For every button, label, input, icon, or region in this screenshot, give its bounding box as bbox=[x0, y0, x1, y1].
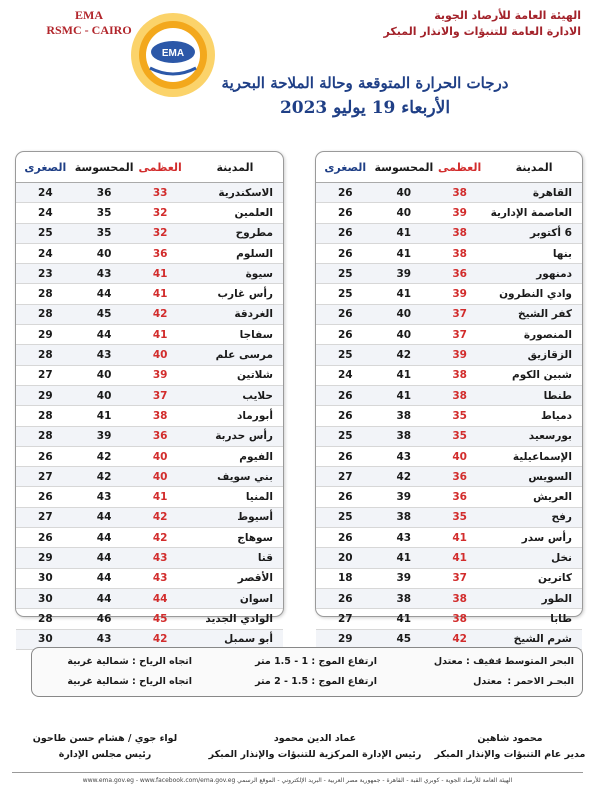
city-name: مرسى علم bbox=[215, 349, 273, 362]
min-value: 24 bbox=[38, 206, 53, 219]
feel-value: 41 bbox=[396, 288, 412, 301]
col-min: الصغرى bbox=[24, 160, 67, 174]
city-name: العلمين bbox=[234, 206, 273, 219]
feel-value: 44 bbox=[96, 592, 112, 605]
max-value: 42 bbox=[452, 633, 467, 646]
feel-value: 45 bbox=[396, 633, 412, 646]
min-value: 27 bbox=[337, 612, 353, 625]
max-value: 41 bbox=[152, 491, 168, 504]
signature-middle bbox=[200, 731, 430, 763]
city-name: سفاجا bbox=[239, 328, 273, 341]
col-feel: المحسوسة bbox=[74, 160, 134, 174]
max-value: 39 bbox=[452, 349, 467, 362]
table-row bbox=[316, 609, 582, 629]
city-name: نخل bbox=[551, 551, 572, 564]
max-value: 37 bbox=[452, 308, 467, 321]
city-name: سوهاج bbox=[237, 531, 273, 544]
col-max: العظمى bbox=[138, 160, 182, 174]
city-name: الفيوم bbox=[239, 450, 273, 463]
feel-value: 40 bbox=[96, 369, 112, 382]
min-value: 28 bbox=[38, 430, 53, 443]
feel-value: 44 bbox=[96, 551, 112, 564]
feel-value: 41 bbox=[396, 389, 412, 402]
feel-value: 45 bbox=[96, 308, 112, 321]
max-value: 42 bbox=[152, 531, 168, 544]
city-name: القاهرة bbox=[532, 186, 572, 199]
city-name: حلايب bbox=[242, 389, 273, 402]
feel-value: 38 bbox=[396, 409, 412, 422]
feel-value: 43 bbox=[96, 267, 112, 280]
col-feel: المحسوسة bbox=[374, 160, 434, 174]
min-value: 26 bbox=[337, 491, 353, 504]
table-row bbox=[316, 366, 582, 386]
feel-value: 38 bbox=[396, 592, 412, 605]
city-name: بورسعيد bbox=[528, 430, 572, 443]
max-value: 42 bbox=[152, 308, 168, 321]
feel-value: 44 bbox=[96, 572, 112, 585]
city-name: دمنهور bbox=[536, 267, 572, 280]
feel-value: 39 bbox=[396, 572, 412, 585]
max-value: 38 bbox=[452, 247, 467, 260]
col-city: المدينة bbox=[515, 160, 553, 174]
min-value: 27 bbox=[38, 470, 53, 483]
footer-divider bbox=[12, 772, 583, 773]
city-name: رفح bbox=[551, 511, 572, 524]
city-name: أبو سمبل bbox=[224, 633, 273, 646]
table-row bbox=[16, 467, 283, 487]
red-wave: ارتفاع الموج : 1.5 - 2 متر bbox=[255, 676, 377, 687]
org-en-line2: RSMC - CAIRO bbox=[46, 23, 132, 37]
feel-value: 41 bbox=[396, 612, 412, 625]
max-value: 44 bbox=[152, 592, 168, 605]
max-value: 37 bbox=[452, 328, 467, 341]
min-value: 29 bbox=[38, 328, 53, 341]
max-value: 38 bbox=[452, 389, 467, 402]
city-name: كفر الشيخ bbox=[518, 308, 572, 321]
min-value: 28 bbox=[38, 308, 53, 321]
table-row bbox=[16, 508, 283, 528]
med-sea-row bbox=[32, 656, 582, 674]
min-value: 29 bbox=[38, 389, 53, 402]
red-wind: اتجاه الرياح : شمالية غربية bbox=[67, 676, 192, 687]
min-value: 24 bbox=[337, 369, 353, 382]
max-value: 38 bbox=[452, 186, 467, 199]
min-value: 26 bbox=[38, 531, 53, 544]
max-value: 41 bbox=[152, 267, 168, 280]
max-value: 38 bbox=[452, 612, 467, 625]
red-label: البحـر الاحمر : bbox=[507, 676, 574, 687]
table-row bbox=[16, 264, 283, 284]
org-ar-line1: الهيئة العامة للأرصاد الجوية bbox=[434, 9, 581, 22]
table-row bbox=[316, 427, 582, 447]
org-ar-line2: الادارة العامة للتنبؤات والانذار المبكر bbox=[383, 25, 581, 38]
table-row bbox=[16, 427, 283, 447]
min-value: 28 bbox=[38, 349, 53, 362]
table-header bbox=[316, 152, 582, 183]
table-row bbox=[16, 224, 283, 244]
table-row bbox=[16, 386, 283, 406]
city-name: شرم الشيخ bbox=[513, 633, 572, 646]
min-value: 30 bbox=[38, 572, 53, 585]
table-row bbox=[16, 244, 283, 264]
city-name: رأس غارب bbox=[217, 288, 273, 301]
table-row bbox=[316, 183, 582, 203]
min-value: 25 bbox=[337, 430, 353, 443]
table-row bbox=[16, 528, 283, 548]
feel-value: 40 bbox=[96, 389, 112, 402]
min-value: 26 bbox=[337, 409, 353, 422]
max-value: 36 bbox=[452, 470, 467, 483]
table-row bbox=[16, 183, 283, 203]
city-name: العريش bbox=[533, 491, 572, 504]
city-name: المنصورة bbox=[523, 328, 572, 341]
feel-value: 41 bbox=[396, 227, 412, 240]
table-row bbox=[316, 569, 582, 589]
table-row bbox=[316, 264, 582, 284]
min-value: 29 bbox=[38, 551, 53, 564]
max-value: 40 bbox=[152, 450, 168, 463]
footer-contact: الهيئة العامة للأرصاد الجوية - كوبري القبة - القاهرة - جمهورية مصر العربية - البريد الإلكتروني - الموقع الرسمي www.ema.gov.eg - www.facebook.com/ema.gov.eg bbox=[82, 777, 513, 784]
doc-date: الأربعاء 19 يوليو 2023 bbox=[279, 98, 451, 118]
max-value: 45 bbox=[152, 612, 168, 625]
feel-value: 40 bbox=[396, 308, 412, 321]
city-name: وادي النطرون bbox=[499, 288, 572, 301]
sign-right-name: محمود شاهين bbox=[477, 733, 543, 744]
city-name: شبين الكوم bbox=[512, 369, 572, 382]
min-value: 26 bbox=[337, 186, 353, 199]
doc-title: درجات الحرارة المتوقعة وحالة الملاحة البحرية bbox=[221, 74, 509, 92]
feel-value: 44 bbox=[96, 288, 112, 301]
min-value: 25 bbox=[337, 349, 353, 362]
max-value: 41 bbox=[452, 551, 467, 564]
table-row bbox=[16, 305, 283, 325]
feel-value: 35 bbox=[96, 227, 112, 240]
min-value: 27 bbox=[337, 470, 353, 483]
max-value: 41 bbox=[152, 288, 168, 301]
table-row bbox=[316, 548, 582, 568]
max-value: 43 bbox=[152, 551, 168, 564]
feel-value: 35 bbox=[96, 206, 112, 219]
max-value: 40 bbox=[152, 349, 168, 362]
col-max: العظمى bbox=[437, 160, 482, 174]
med-wind: اتجاه الرياح : شمالية غربية bbox=[67, 656, 192, 667]
feel-value: 44 bbox=[96, 328, 112, 341]
city-name: سيوة bbox=[245, 267, 273, 280]
city-name: بني سويف bbox=[217, 470, 273, 483]
table-row bbox=[16, 345, 283, 365]
feel-value: 43 bbox=[96, 633, 112, 646]
city-name: شلاتين bbox=[236, 369, 273, 382]
min-value: 26 bbox=[337, 247, 353, 260]
table-row bbox=[316, 447, 582, 467]
table-row bbox=[316, 406, 582, 426]
max-value: 36 bbox=[152, 247, 168, 260]
sign-left-title: رئيس مجلس الإدارة bbox=[58, 749, 152, 760]
table-row bbox=[316, 305, 582, 325]
table-row bbox=[316, 203, 582, 223]
max-value: 43 bbox=[152, 572, 168, 585]
table-row bbox=[316, 589, 582, 609]
min-value: 25 bbox=[337, 288, 353, 301]
max-value: 33 bbox=[152, 186, 168, 199]
min-value: 30 bbox=[38, 592, 53, 605]
table-row bbox=[316, 325, 582, 345]
signature-right bbox=[430, 731, 590, 763]
city-name: الوادي الجديد bbox=[205, 612, 273, 625]
city-name: أبورماد bbox=[236, 409, 273, 422]
max-value: 39 bbox=[152, 369, 168, 382]
sign-left-name: لواء جوي / هشام حسن طاحون bbox=[32, 733, 178, 744]
max-value: 35 bbox=[452, 511, 467, 524]
min-value: 30 bbox=[38, 633, 53, 646]
left-rows bbox=[16, 183, 283, 650]
min-value: 25 bbox=[337, 511, 353, 524]
red-sea-row bbox=[32, 676, 582, 694]
max-value: 37 bbox=[152, 389, 168, 402]
feel-value: 41 bbox=[96, 409, 112, 422]
feel-value: 40 bbox=[396, 186, 412, 199]
med-state: خفيف : معتدل bbox=[433, 656, 502, 667]
city-name: المنيا bbox=[245, 491, 273, 504]
table-row bbox=[316, 487, 582, 507]
city-name: العاصمة الإدارية bbox=[490, 206, 572, 219]
table-row bbox=[16, 406, 283, 426]
city-name: السويس bbox=[528, 470, 572, 483]
min-value: 26 bbox=[337, 592, 353, 605]
table-header bbox=[16, 152, 283, 183]
min-value: 28 bbox=[38, 288, 53, 301]
min-value: 23 bbox=[38, 267, 53, 280]
max-value: 35 bbox=[452, 409, 467, 422]
city-name: رأس حدربة bbox=[215, 430, 273, 443]
table-row bbox=[316, 467, 582, 487]
feel-value: 39 bbox=[396, 267, 412, 280]
feel-value: 43 bbox=[96, 491, 112, 504]
feel-value: 42 bbox=[396, 470, 412, 483]
city-name: 6 أكتوبر bbox=[529, 227, 572, 240]
table-row bbox=[316, 345, 582, 365]
city-name: طنطا bbox=[543, 389, 572, 402]
feel-value: 42 bbox=[96, 450, 112, 463]
city-name: اسوان bbox=[239, 592, 273, 605]
feel-value: 41 bbox=[396, 369, 412, 382]
signature-left bbox=[20, 731, 190, 763]
left-temperature-table bbox=[15, 151, 284, 646]
feel-value: 38 bbox=[396, 511, 412, 524]
city-name: طابا bbox=[550, 612, 572, 625]
table-row bbox=[316, 284, 582, 304]
max-value: 32 bbox=[152, 227, 168, 240]
min-value: 24 bbox=[38, 186, 53, 199]
min-value: 26 bbox=[38, 491, 53, 504]
min-value: 28 bbox=[38, 612, 53, 625]
table-row bbox=[16, 203, 283, 223]
right-temperature-table bbox=[315, 151, 583, 646]
feel-value: 38 bbox=[396, 430, 412, 443]
max-value: 37 bbox=[452, 572, 467, 585]
med-label: البحر المتوسط : bbox=[497, 656, 574, 667]
max-value: 42 bbox=[152, 511, 168, 524]
max-value: 40 bbox=[452, 450, 467, 463]
table-row bbox=[316, 386, 582, 406]
table-row bbox=[16, 569, 283, 589]
feel-value: 36 bbox=[96, 186, 112, 199]
feel-value: 46 bbox=[96, 612, 112, 625]
feel-value: 44 bbox=[96, 531, 112, 544]
table-row bbox=[16, 325, 283, 345]
table-row bbox=[16, 447, 283, 467]
sign-mid-name: عماد الدين محمود bbox=[273, 733, 357, 744]
sign-mid-title: رئيس الإدارة المركزية للتنبؤات والإنذار المبكر bbox=[208, 749, 422, 760]
min-value: 26 bbox=[337, 308, 353, 321]
min-value: 26 bbox=[337, 328, 353, 341]
table-row bbox=[16, 284, 283, 304]
city-name: مطروح bbox=[235, 227, 273, 240]
min-value: 26 bbox=[337, 389, 353, 402]
feel-value: 43 bbox=[96, 349, 112, 362]
feel-value: 39 bbox=[96, 430, 112, 443]
org-ar-header bbox=[251, 8, 581, 40]
table-row bbox=[316, 508, 582, 528]
table-row bbox=[316, 244, 582, 264]
city-name: بنها bbox=[552, 247, 572, 260]
min-value: 29 bbox=[337, 633, 353, 646]
city-name: كاترين bbox=[538, 572, 572, 585]
max-value: 38 bbox=[452, 592, 467, 605]
city-name: السلوم bbox=[236, 247, 273, 260]
max-value: 36 bbox=[152, 430, 168, 443]
city-name: أسيوط bbox=[237, 511, 273, 524]
sea-conditions-box bbox=[31, 647, 583, 697]
max-value: 38 bbox=[152, 409, 168, 422]
city-name: رأس سدر bbox=[521, 531, 572, 544]
table-row bbox=[316, 528, 582, 548]
right-rows bbox=[316, 183, 582, 650]
table-row bbox=[16, 487, 283, 507]
city-name: الاسكندرية bbox=[218, 186, 273, 199]
table-row bbox=[16, 548, 283, 568]
max-value: 42 bbox=[152, 633, 168, 646]
table-row bbox=[16, 609, 283, 629]
max-value: 41 bbox=[452, 531, 467, 544]
feel-value: 44 bbox=[96, 511, 112, 524]
city-name: قنا bbox=[257, 551, 273, 564]
max-value: 38 bbox=[452, 369, 467, 382]
min-value: 27 bbox=[38, 511, 53, 524]
max-value: 39 bbox=[452, 288, 467, 301]
min-value: 26 bbox=[337, 227, 353, 240]
feel-value: 40 bbox=[396, 206, 412, 219]
min-value: 26 bbox=[337, 450, 353, 463]
logo-text: EMA bbox=[161, 48, 185, 59]
feel-value: 43 bbox=[396, 531, 412, 544]
city-name: الغردقة bbox=[234, 308, 273, 321]
city-name: الإسماعيلية bbox=[512, 450, 572, 463]
max-value: 32 bbox=[152, 206, 168, 219]
red-state: معتدل bbox=[473, 676, 502, 687]
min-value: 28 bbox=[38, 409, 53, 422]
table-row bbox=[16, 366, 283, 386]
city-name: الأقصر bbox=[237, 572, 273, 585]
min-value: 27 bbox=[38, 369, 53, 382]
min-value: 18 bbox=[337, 572, 353, 585]
feel-value: 43 bbox=[396, 450, 412, 463]
min-value: 25 bbox=[337, 267, 353, 280]
min-value: 26 bbox=[38, 450, 53, 463]
max-value: 40 bbox=[152, 470, 168, 483]
min-value: 26 bbox=[337, 531, 353, 544]
table-row bbox=[316, 224, 582, 244]
max-value: 36 bbox=[452, 491, 467, 504]
min-value: 20 bbox=[337, 551, 353, 564]
min-value: 26 bbox=[337, 206, 353, 219]
city-name: دمياط bbox=[540, 409, 572, 422]
feel-value: 39 bbox=[396, 491, 412, 504]
feel-value: 41 bbox=[396, 247, 412, 260]
min-value: 25 bbox=[38, 227, 53, 240]
max-value: 36 bbox=[452, 267, 467, 280]
med-wave: ارتفاع الموج : 1 - 1.5 متر bbox=[255, 656, 377, 667]
feel-value: 40 bbox=[396, 328, 412, 341]
sign-right-title: مدير عام التنبؤات والإنذار المبكر bbox=[434, 749, 586, 760]
col-min: الصغرى bbox=[324, 160, 367, 174]
max-value: 38 bbox=[452, 227, 467, 240]
city-name: الزقازيق bbox=[527, 349, 572, 362]
min-value: 24 bbox=[38, 247, 53, 260]
max-value: 39 bbox=[452, 206, 467, 219]
col-city: المدينة bbox=[216, 160, 254, 174]
max-value: 35 bbox=[452, 430, 467, 443]
feel-value: 40 bbox=[96, 247, 112, 260]
org-en-line1: EMA bbox=[75, 8, 103, 22]
feel-value: 42 bbox=[396, 349, 412, 362]
feel-value: 42 bbox=[96, 470, 112, 483]
max-value: 41 bbox=[152, 328, 168, 341]
table-row bbox=[16, 589, 283, 609]
feel-value: 41 bbox=[396, 551, 412, 564]
city-name: الطور bbox=[541, 592, 572, 605]
